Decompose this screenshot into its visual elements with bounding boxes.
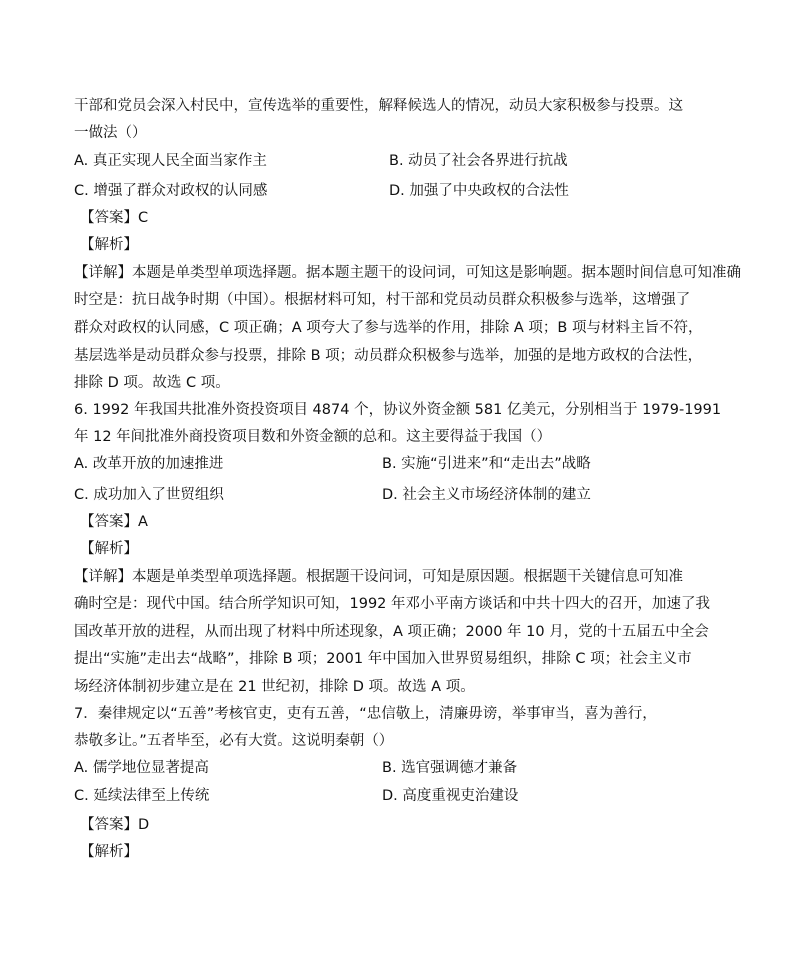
q7-answer: 【答案】D <box>80 817 150 833</box>
q6-answer: 【答案】A <box>80 514 148 530</box>
q6-option-b: B. 实施“引进来”和“走出去”战略 <box>382 456 591 472</box>
q5-answer: 【答案】C <box>80 210 149 226</box>
q5-option-d: D. 加强了中央政权的合法性 <box>389 183 569 199</box>
q6-detail-line: 场经济体制初步建立是在 21 世纪初，排除 D 项。故选 A 项。 <box>74 679 475 695</box>
q6-analysis-label: 【解析】 <box>80 541 138 557</box>
q6-detail-line: 【详解】本题是单类型单项选择题。根据题干设问词，可知是原因题。根据题干关键信息可知准 <box>74 569 683 585</box>
q7-option-a: A. 儒学地位显著提高 <box>74 760 209 776</box>
q5-option-a: A. 真正实现人民全面当家作主 <box>74 153 267 169</box>
q6-stem-line2: 年 12 年间批准外商投资项目数和外资金额的总和。这主要得益于我国（） <box>74 429 552 445</box>
q6-option-a: A. 改革开放的加速推进 <box>74 456 224 472</box>
q6-option-c: C. 成功加入了世贸组织 <box>74 487 224 503</box>
q6-detail-line: 确时空是：现代中国。结合所学知识可知，1992 年邓小平南方谈话和中共十四大的召开，加速了我 <box>74 596 711 612</box>
q7-option-c: C. 延续法律至上传统 <box>74 788 210 804</box>
q7-stem-line1: 7．秦律规定以“五善”考核官吏，吏有五善，“忠信敬上，清廉毋谤，举事审当，喜为善行， <box>74 706 657 722</box>
q5-analysis-label: 【解析】 <box>80 237 138 253</box>
q5-stem-line1: 干部和党员会深入村民中，宣传选举的重要性，解释候选人的情况，动员大家积极参与投票。这 <box>74 98 683 114</box>
q6-detail-line: 国改革开放的进程，从而出现了材料中所述现象，A 项正确；2000 年 10 月，党的十五届五中全会 <box>74 624 709 640</box>
q5-detail-line: 群众对政权的认同感，C 项正确；A 项夸大了参与选举的作用，排除 A 项；B 项与材料主旨不符， <box>74 320 703 336</box>
q7-stem-line2: 恭敬多让。”五者毕至，必有大赏。这说明秦朝（） <box>74 733 394 749</box>
q5-option-c: C. 增强了群众对政权的认同感 <box>74 183 268 199</box>
q6-option-d: D. 社会主义市场经济体制的建立 <box>382 487 591 503</box>
q5-option-b: B. 动员了社会各界进行抗战 <box>389 153 568 169</box>
q5-detail-line: 时空是：抗日战争时期（中国）。根据材料可知，村干部和党员动员群众积极参与选举，这增强了 <box>74 292 691 308</box>
q7-option-d: D. 高度重视吏治建设 <box>382 788 519 804</box>
q5-detail-line: 排除 D 项。故选 C 项。 <box>74 375 230 391</box>
q7-option-b: B. 选官强调德才兼备 <box>382 760 518 776</box>
q5-stem-line2: 一做法（） <box>74 125 147 141</box>
q6-stem-line1: 6. 1992 年我国共批准外资投资项目 4874 个，协议外资金额 581 亿美元，分别相当于 1979-1991 <box>74 402 722 418</box>
q5-detail-line: 【详解】本题是单类型单项选择题。据本题主题干的设问词，可知这是影响题。据本题时间信息可知准确 <box>74 265 741 281</box>
q6-detail-line: 提出“实施”走出去“战略”，排除 B 项；2001 年中国加入世界贸易组织，排除 C 项；社会主义市 <box>74 651 692 667</box>
q7-analysis-label: 【解析】 <box>80 844 138 860</box>
q5-detail-line: 基层选举是动员群众参与投票，排除 B 项；动员群众积极参与选举，加强的是地方政权的合法性， <box>74 348 703 364</box>
